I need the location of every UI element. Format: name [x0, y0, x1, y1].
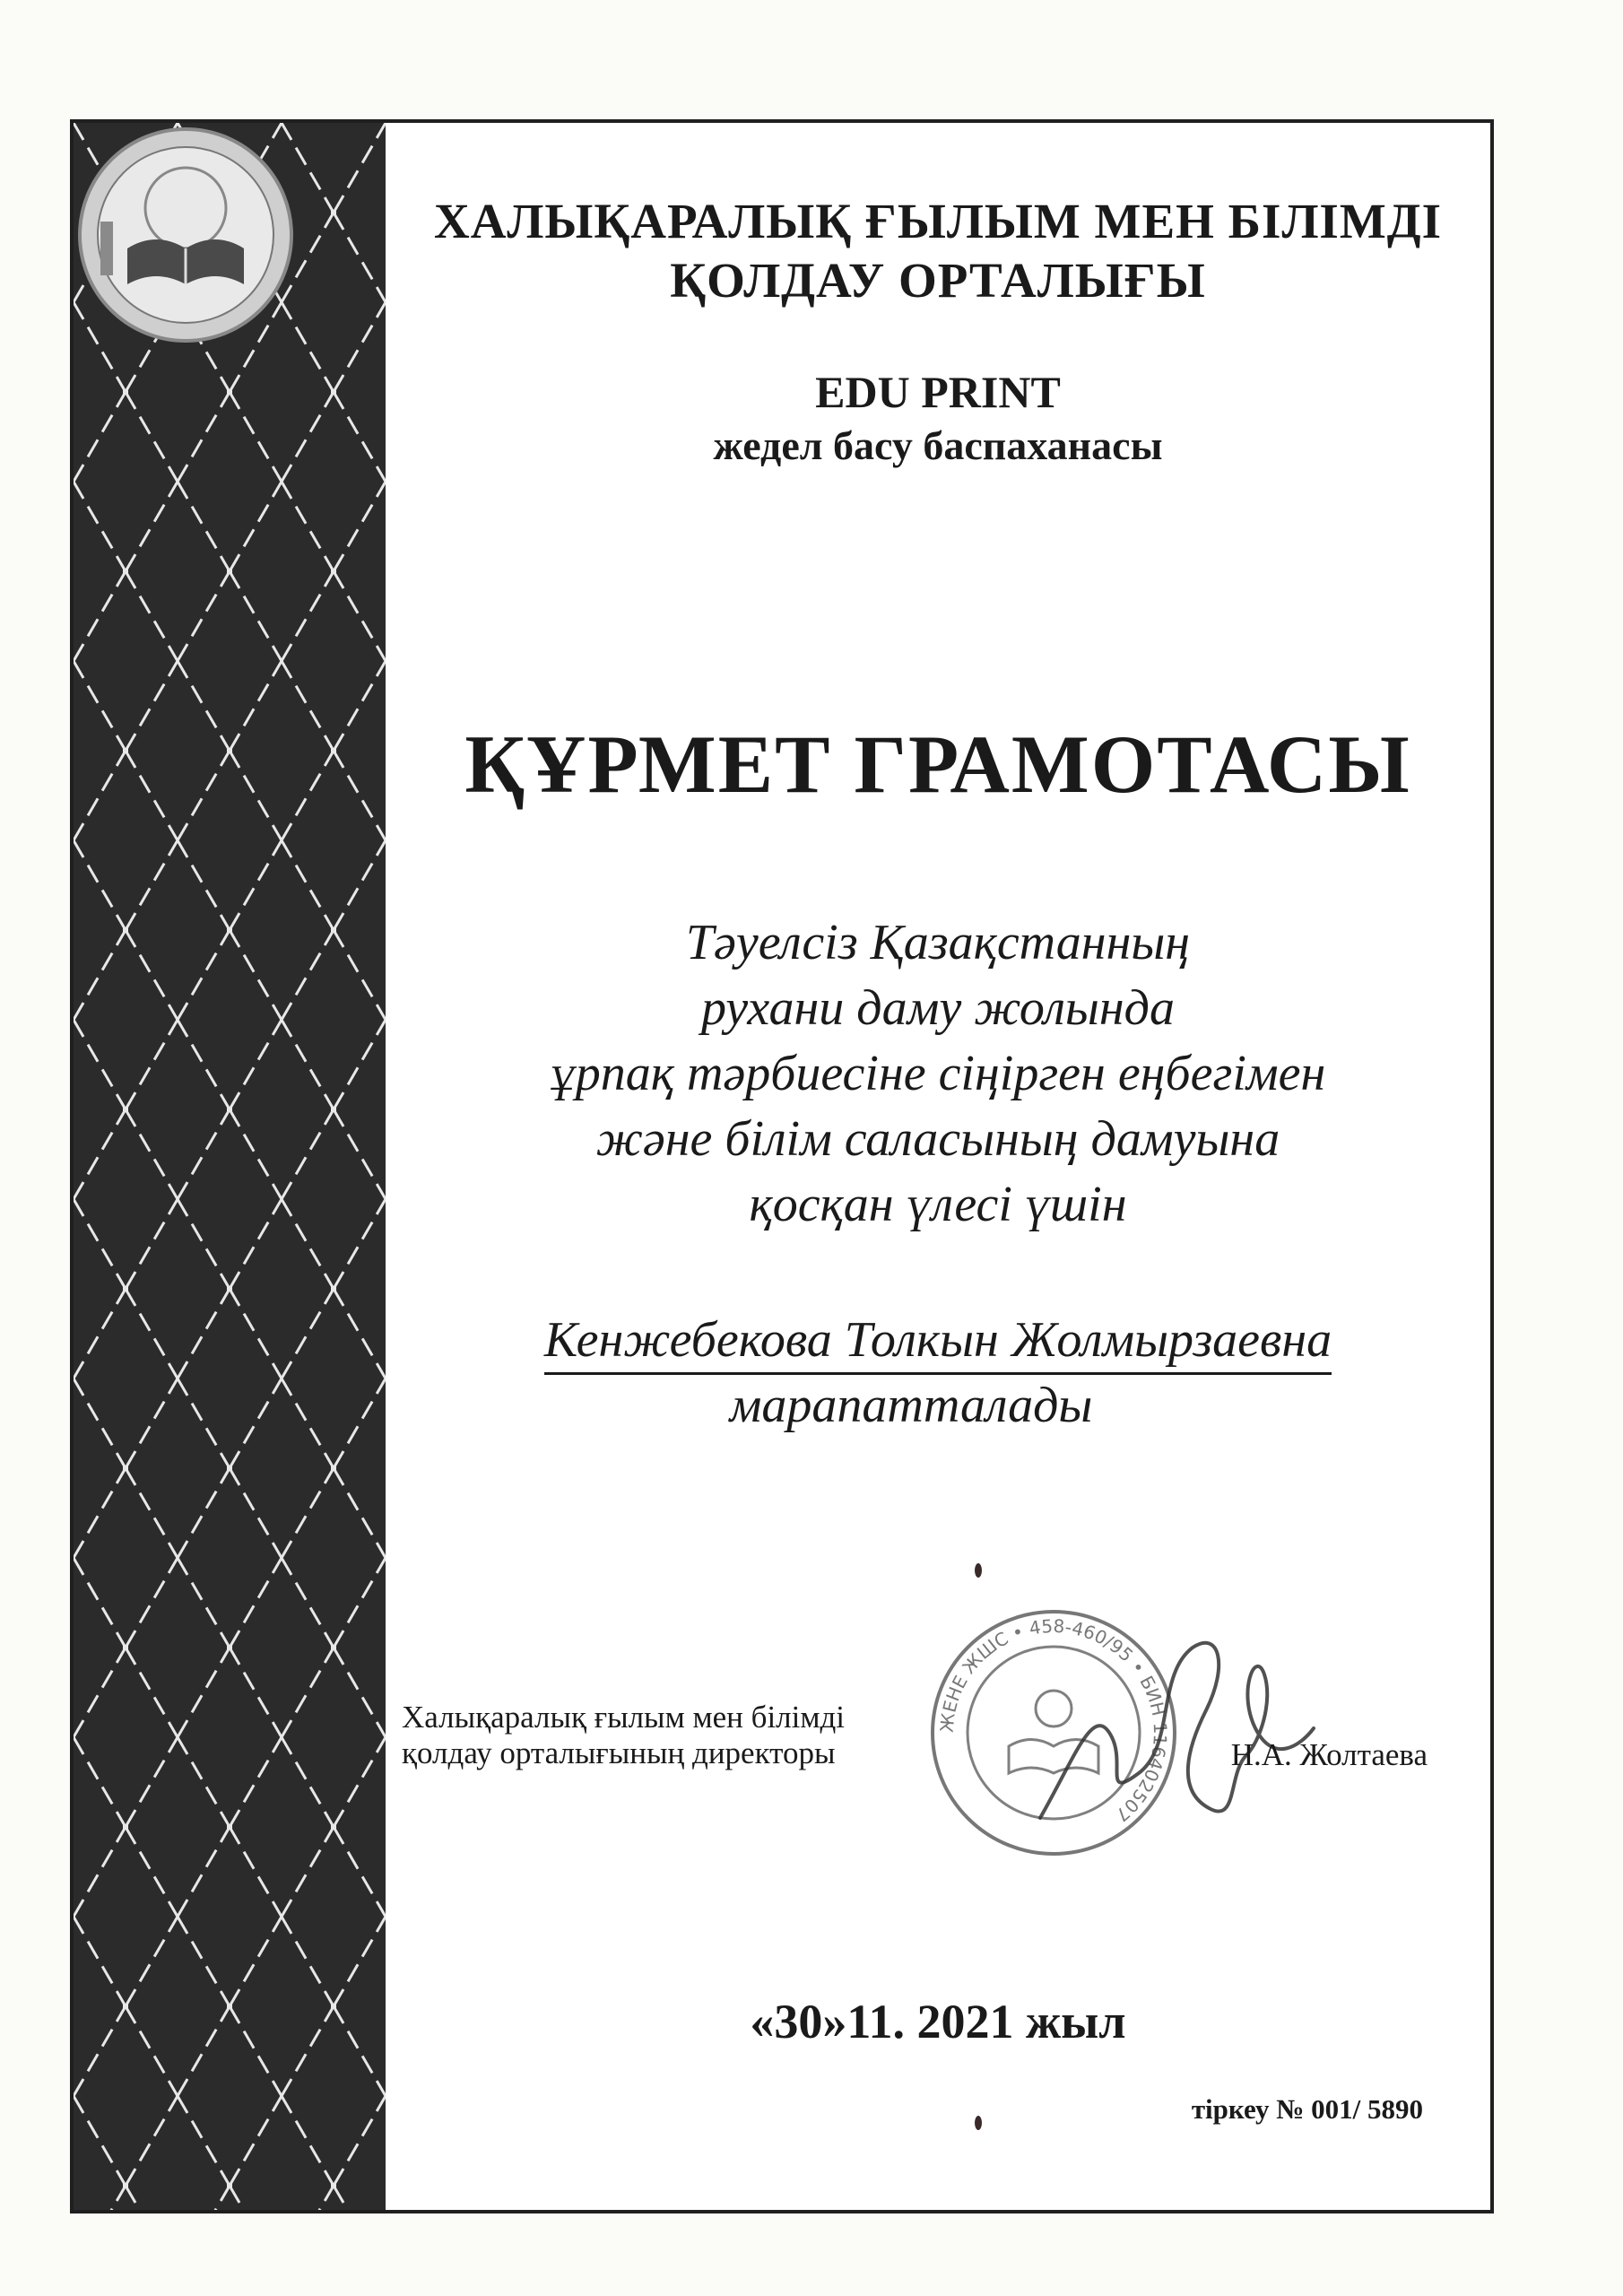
lattice-line — [74, 2096, 126, 2186]
lattice-line — [230, 1917, 282, 2006]
citation-line: және білім саласының дамуына — [595, 1111, 1280, 1167]
printer-block — [386, 365, 1490, 473]
position-line1: Халықаралық ғылым мен білімді — [402, 1700, 846, 1735]
lattice-line — [74, 571, 126, 661]
lattice-pattern — [74, 123, 386, 2210]
lattice-line — [230, 1020, 282, 1109]
citation-line: қосқан үлесі үшін — [749, 1177, 1127, 1232]
org-title-line2: ҚОЛДАУ ОРТАЛЫҒЫ — [670, 253, 1206, 308]
lattice-line — [334, 1468, 386, 1558]
lattice-line — [334, 661, 386, 751]
organization-title — [386, 192, 1490, 310]
lattice-line — [178, 2006, 230, 2096]
lattice-node — [123, 748, 128, 753]
lattice-line — [282, 1648, 334, 1737]
org-title-line1: ХАЛЫҚАРАЛЫҚ ҒЫЛЫМ МЕН БІЛІМДІ — [433, 194, 1442, 248]
lattice-line — [282, 1020, 334, 1109]
lattice-line — [178, 482, 230, 571]
lattice-line — [178, 1109, 230, 1199]
lattice-line — [126, 661, 178, 751]
lattice-line — [74, 392, 126, 482]
stamp-ring-text: ЖЕНЕ ЖШС • 458-460/95 • БИН 116402507 — [935, 1614, 1172, 1826]
lattice-line — [334, 1558, 386, 1648]
lattice-line — [126, 2096, 178, 2186]
lattice-line — [74, 2006, 126, 2096]
lattice-line — [126, 392, 178, 482]
lattice-node — [123, 1107, 128, 1112]
ink-speck — [975, 2116, 982, 2130]
lattice-line — [74, 1917, 126, 2006]
lattice-node — [227, 389, 232, 395]
lattice-line — [178, 2186, 230, 2210]
lattice-node — [227, 1824, 232, 1830]
lattice-line — [282, 2186, 334, 2210]
lattice-line — [282, 2096, 334, 2186]
lattice-line — [126, 1737, 178, 1827]
lattice-line — [178, 2096, 230, 2186]
lattice-line — [74, 661, 126, 751]
lattice-node — [123, 569, 128, 574]
lattice-line — [178, 1648, 230, 1737]
lattice-node — [331, 2004, 336, 2009]
lattice-line — [126, 2006, 178, 2096]
lattice-line — [230, 1199, 282, 1289]
lattice-line — [334, 1199, 386, 1289]
certificate-title: ҚҰРМЕТ ГРАМОТАСЫ — [464, 718, 1411, 810]
lattice-line — [334, 392, 386, 482]
citation-line: Тәуелсіз Қазақстанның — [685, 915, 1191, 970]
lattice-line — [74, 1109, 126, 1199]
lattice-line — [126, 751, 178, 840]
lattice-line — [178, 840, 230, 930]
lattice-line — [178, 661, 230, 751]
lattice-line — [178, 1020, 230, 1109]
lattice-line — [178, 1917, 230, 2006]
signatory-position — [402, 1700, 845, 1771]
lattice-line — [230, 1558, 282, 1648]
signer-name: Н.А. Жолтаева — [1230, 1737, 1428, 1772]
lattice-line — [334, 1109, 386, 1199]
lattice-line — [230, 1737, 282, 1827]
lattice-line — [334, 1917, 386, 2006]
lattice-line — [126, 2186, 178, 2210]
lattice-line — [74, 1558, 126, 1648]
lattice-node — [227, 748, 232, 753]
lattice-line — [230, 1648, 282, 1737]
lattice-line — [230, 482, 282, 571]
lattice-line — [178, 1289, 230, 1378]
awarded-text: марапатталады — [729, 1378, 1093, 1433]
lattice-line — [230, 1109, 282, 1199]
lattice-line — [74, 1378, 126, 1468]
registration-number: тіркеу № 001/ 5890 — [1191, 2093, 1423, 2125]
lattice-line — [334, 571, 386, 661]
lattice-line — [74, 1827, 126, 1917]
lattice-line — [282, 751, 334, 840]
lattice-line — [334, 1289, 386, 1378]
lattice-line — [126, 930, 178, 1020]
lattice-node — [123, 1286, 128, 1292]
lattice-line — [178, 571, 230, 661]
lattice-line — [282, 930, 334, 1020]
lattice-line — [126, 1648, 178, 1737]
lattice-line — [74, 1199, 126, 1289]
lattice-node — [227, 1286, 232, 1292]
lattice-line — [178, 1468, 230, 1558]
lattice-line — [126, 1378, 178, 1468]
lattice-line — [126, 1020, 178, 1109]
lattice-line — [126, 1289, 178, 1378]
lattice-line — [74, 1648, 126, 1737]
lattice-line — [334, 2006, 386, 2096]
lattice-line — [230, 840, 282, 930]
lattice-node — [331, 569, 336, 574]
lattice-line — [74, 2186, 126, 2210]
lattice-line — [282, 1827, 334, 1917]
lattice-line — [230, 392, 282, 482]
lattice-line — [126, 1468, 178, 1558]
citation-line: ұрпақ тәрбиесіне сіңірген еңбегімен — [550, 1046, 1326, 1101]
lattice-node — [331, 1824, 336, 1830]
lattice-node — [123, 2004, 128, 2009]
lattice-line — [178, 392, 230, 482]
lattice-line — [334, 2096, 386, 2186]
lattice-node — [331, 748, 336, 753]
lattice-node — [123, 927, 128, 933]
lattice-line — [126, 571, 178, 661]
ink-speck — [975, 1563, 982, 1578]
lattice-line — [282, 1289, 334, 1378]
certificate-content — [386, 123, 1490, 2210]
lattice-line — [74, 482, 126, 571]
lattice-node — [227, 927, 232, 933]
lattice-node — [227, 1107, 232, 1112]
lattice-line — [334, 482, 386, 571]
lattice-node — [227, 1465, 232, 1471]
lattice-line — [282, 1558, 334, 1648]
lattice-node — [331, 210, 336, 215]
position-line2: қолдау орталығының директоры — [402, 1735, 836, 1770]
lattice-line — [334, 840, 386, 930]
lattice-line — [74, 1468, 126, 1558]
lattice-line — [282, 1199, 334, 1289]
lattice-line — [282, 1468, 334, 1558]
lattice-line — [126, 1199, 178, 1289]
lattice-node — [123, 1465, 128, 1471]
lattice-line — [334, 1827, 386, 1917]
lattice-node — [331, 927, 336, 933]
lattice-node — [331, 1465, 336, 1471]
lattice-line — [334, 1737, 386, 1827]
lattice-line — [334, 123, 386, 213]
lattice-line — [334, 930, 386, 1020]
lattice-line — [282, 2006, 334, 2096]
lattice-line — [74, 1737, 126, 1827]
lattice-node — [331, 1286, 336, 1292]
lattice-line — [230, 661, 282, 751]
lattice-line — [282, 1378, 334, 1468]
lattice-node — [227, 1645, 232, 1650]
lattice-line — [230, 2006, 282, 2096]
lattice-line — [282, 1917, 334, 2006]
lattice-node — [331, 1645, 336, 1650]
recipient-block — [386, 1311, 1490, 1434]
lattice-node — [227, 2004, 232, 2009]
handwritten-signature-icon — [1004, 1594, 1327, 1863]
recipient-name: Кенжебекова Толкын Жолмырзаевна — [544, 1311, 1332, 1375]
lattice-line — [178, 930, 230, 1020]
lattice-node — [331, 2183, 336, 2188]
lattice-line — [230, 1827, 282, 1917]
lattice-line — [74, 840, 126, 930]
lattice-line — [126, 1558, 178, 1648]
lattice-line — [230, 571, 282, 661]
lattice-line — [178, 1378, 230, 1468]
lattice-line — [282, 661, 334, 751]
lattice-line — [126, 840, 178, 930]
lattice-node — [123, 2183, 128, 2188]
lattice-line — [126, 482, 178, 571]
lattice-line — [282, 1109, 334, 1199]
decorative-side-band — [74, 123, 386, 2210]
lattice-node — [331, 1107, 336, 1112]
lattice-line — [230, 1378, 282, 1468]
lattice-line — [282, 840, 334, 930]
organization-emblem-icon — [74, 123, 298, 347]
issue-date: «30»11. 2021 жыл — [750, 1995, 1126, 2048]
lattice-node — [331, 389, 336, 395]
lattice-line — [334, 213, 386, 302]
lattice-line — [334, 1020, 386, 1109]
lattice-line — [334, 2186, 386, 2210]
citation-line: рухани даму жолында — [701, 980, 1175, 1036]
lattice-line — [282, 482, 334, 571]
lattice-node — [123, 389, 128, 395]
lattice-line — [230, 2186, 282, 2210]
lattice-node — [123, 1645, 128, 1650]
lattice-node — [227, 569, 232, 574]
lattice-line — [334, 302, 386, 392]
lattice-line — [230, 930, 282, 1020]
lattice-line — [282, 1737, 334, 1827]
lattice-line — [74, 930, 126, 1020]
printer-name: EDU PRINT — [815, 367, 1061, 417]
lattice-line — [178, 1199, 230, 1289]
lattice-line — [74, 1289, 126, 1378]
lattice-line — [334, 751, 386, 840]
lattice-line — [178, 1737, 230, 1827]
lattice-line — [282, 392, 334, 482]
lattice-line — [230, 1289, 282, 1378]
lattice-line — [178, 1558, 230, 1648]
lattice-line — [126, 1917, 178, 2006]
lattice-line — [334, 1648, 386, 1737]
lattice-line — [178, 1827, 230, 1917]
lattice-line — [230, 751, 282, 840]
lattice-line — [230, 1468, 282, 1558]
lattice-line — [178, 751, 230, 840]
lattice-node — [227, 2183, 232, 2188]
lattice-line — [282, 571, 334, 661]
certificate-frame — [70, 119, 1494, 2213]
lattice-line — [74, 751, 126, 840]
lattice-node — [123, 1824, 128, 1830]
lattice-line — [126, 1827, 178, 1917]
printer-subtitle: жедел басу баспаханасы — [713, 422, 1163, 468]
lattice-line — [126, 1109, 178, 1199]
lattice-line — [230, 2096, 282, 2186]
citation-text — [386, 910, 1490, 1238]
lattice-line — [74, 1020, 126, 1109]
